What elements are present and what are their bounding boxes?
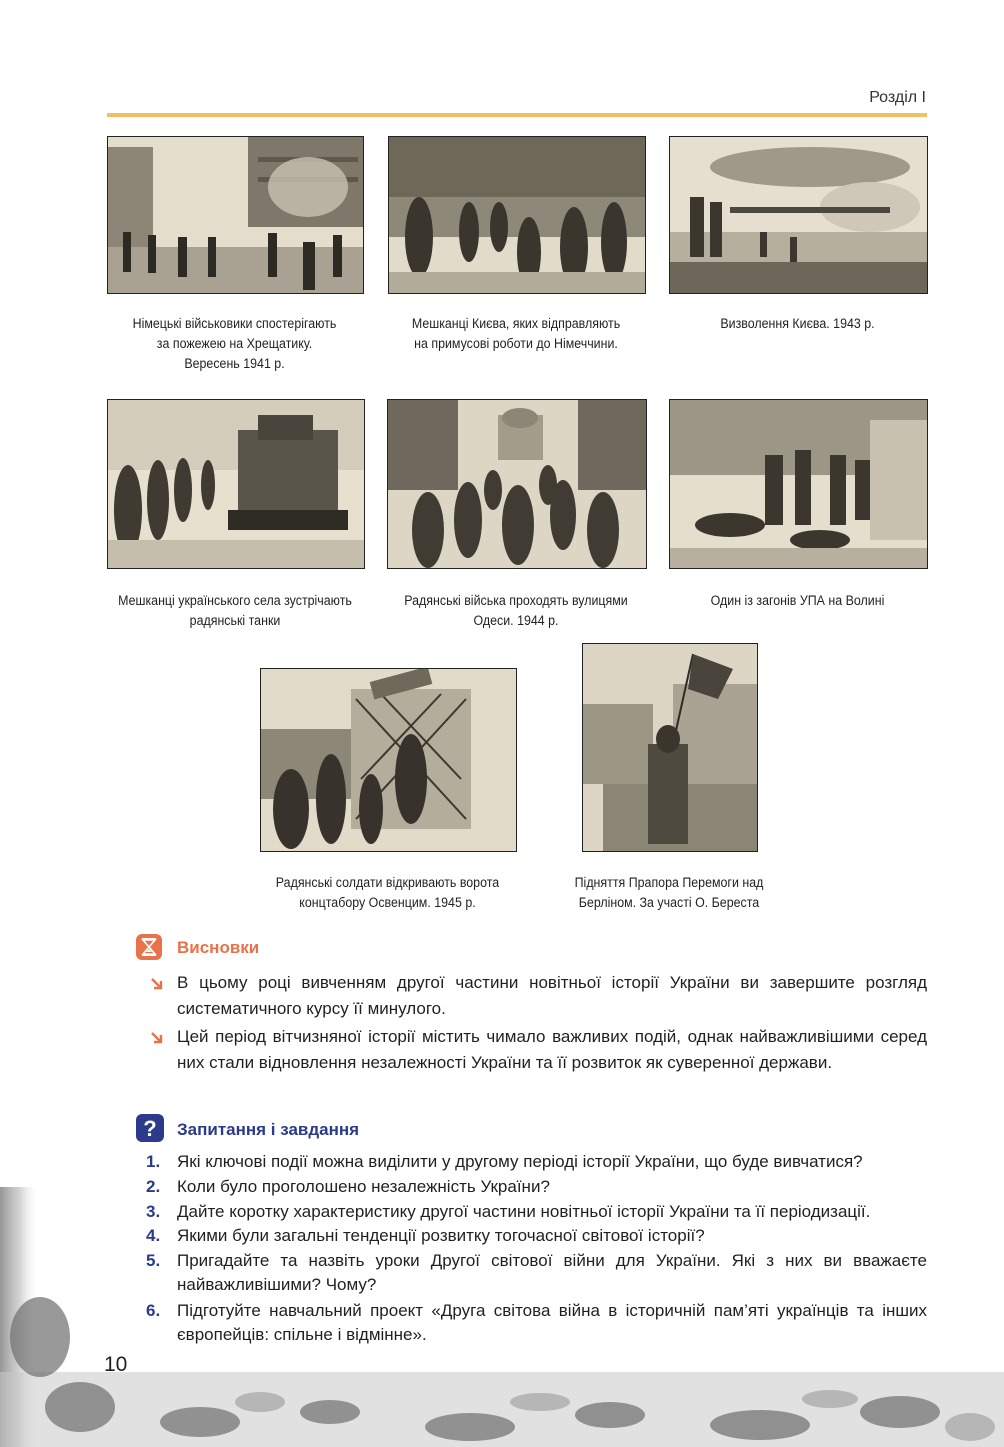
caption-1: Німецькі військовики спостерігають за пожежею на Хрещатику. Вересень 1941 р.	[132, 316, 337, 371]
photo-auschwitz-gates	[260, 668, 517, 852]
question-number: 5.	[146, 1251, 161, 1270]
question-number: 2.	[146, 1177, 161, 1196]
question-number: 3.	[146, 1202, 161, 1221]
photo-upa-volyn	[669, 399, 928, 569]
conclusions-title: Висновки	[177, 938, 260, 957]
question-text: Дайте коротку характеристику другої частини новітньої історії України та її періодизації.	[177, 1202, 871, 1221]
page-number: 10	[104, 1353, 128, 1376]
caption-7: Радянські солдати відкривають ворота концтабору Освенцим. 1945 р.	[275, 875, 500, 910]
conclusion-item-1: В цьому році вивченням другої частини новітньої історії України ви завершите розгляд систематичного курсу її минулого.	[177, 973, 927, 1018]
photo-khreshchatyk-fire	[107, 136, 364, 294]
question-text: Пригадайте та назвіть уроки Другої світової війни для України. Які з них ви вважаєте найважливішими? Чому?	[177, 1251, 927, 1294]
question-text: Коли було проголошено незалежність України?	[177, 1177, 550, 1196]
caption-3: Визволення Києва. 1943 р.	[720, 316, 875, 331]
arrow-bullet-icon	[150, 1031, 164, 1045]
question-number: 1.	[146, 1152, 161, 1171]
arrow-bullet-icon	[150, 977, 164, 991]
hourglass-icon	[136, 934, 162, 960]
header-rule	[107, 113, 927, 117]
photo-odesa-troops	[387, 399, 647, 569]
question-mark-icon	[136, 1114, 164, 1142]
caption-8: Підняття Прапора Перемоги над Берліном. За участі О. Береста	[574, 875, 764, 910]
question-text: Якими були загальні тенденції розвитку тогочасної світової історії?	[177, 1226, 705, 1245]
photo-liberation-kyiv	[669, 136, 928, 294]
question-number: 6.	[146, 1301, 161, 1320]
section-label: Розділ І	[869, 89, 926, 106]
conclusion-item-2: Цей період вітчизняної історії містить чимало важливих подій, однак найважливішими серед них стали відновлення незалежності України та її розвиток як суверенної держави.	[177, 1027, 927, 1072]
footer-decoration	[0, 1187, 1004, 1447]
svg-text:?: ?	[143, 1116, 157, 1141]
photo-forced-labor-kyiv	[388, 136, 646, 294]
question-text: Які ключові події можна виділити у другому періоді історії України, що буде вивчатися?	[177, 1152, 863, 1171]
caption-6: Один із загонів УПА на Волині	[710, 593, 885, 608]
question-number: 4.	[146, 1226, 161, 1245]
caption-4: Мешканці українського села зустрічають радянські танки	[118, 593, 352, 628]
caption-2: Мешканці Києва, яких відправляють на примусові роботи до Німеччини.	[411, 316, 621, 351]
question-text: Підготуйте навчальний проект «Друга світова війна в історичній пам’яті українців та інших європейців: спільне і відмінне».	[177, 1301, 927, 1344]
photo-village-tanks	[107, 399, 365, 569]
caption-5: Радянські війська проходять вулицями Одеси. 1944 р.	[404, 593, 628, 628]
questions-title: Запитання і завдання	[177, 1120, 360, 1139]
photo-reichstag-flag	[582, 643, 758, 852]
